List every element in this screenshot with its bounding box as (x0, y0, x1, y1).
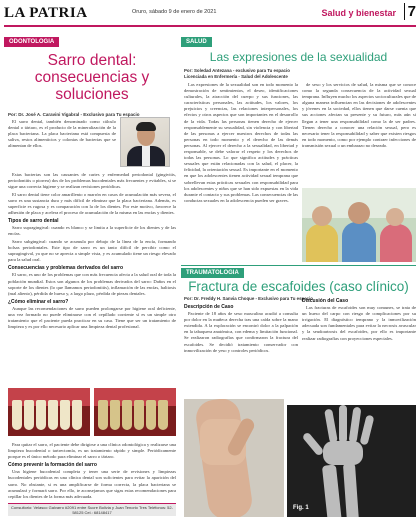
article-body-sarro-end (8, 442, 176, 501)
subheading: Tipos de sarro dental (8, 218, 59, 225)
page-number: 7 (404, 3, 416, 20)
figure-label: Fig. 1 (293, 505, 309, 511)
article-body-sarro (8, 172, 176, 332)
paragraph: El sarro dental, también denominado como cálculo dental o tártaro, es el producto de la mineralización de la placa bacteriana. La placa bacteriana está compuesta de saliva, restos alimenticios y colonias de bacterias que se alimentan de ellos. (8, 119, 116, 149)
header-rule (4, 25, 416, 27)
contact-footnote: Consultorio: Velasco Galvarro #2091 entre Sucre Bolivia y Juan Tenorio Tres Teléfonos: 52-58125 Cel.: 68148417 (8, 503, 176, 516)
page-header (0, 0, 420, 32)
paragraph: Las expresiones de la sexualidad son en todo momento la demostración de sentimientos, el deseo, identificaciones culturales, la atracción del cuerpo y sus funciones, las características personales, las actitudes, los valores, los prejuicios y creencias, las relaciones interpersonales, los efectos y otros aspectos que son importantes en el desarrollo de la vida. Todas las personas tienen derecho de ejercer responsablemente su sexualidad, sin violencia y con libertad de las personas a ejercer nuestros derechos de todas las personas en todo momento y el derecho de las demás personas. Al ejercer el derecho a la sexualidad, en libertad y responsable, se debe valorar el respeto y los derechos de todas las personas. Lo que significa actitudes y prácticas sexuales que están relacionadas con la salud, el placer, la felicidad, la orientación sexual. Es importante en el momento en que los adolescentes tienen actividad sexual temprana que sobrellevan estas prácticas sexuales con responsabilidad para los adolescentes y niños que se han sido expuestas en la vida durante el contacto y sus problemas. Las consecuencias de las conductas sexuales en la adolescencia pueden ser graves. (184, 82, 298, 203)
paragraph: Una higiene bucodental completa y tener una serie de revisiones y limpiezas bucodentales periódicas en una clínica dental son suficientes para evitar la aparición del sarro. No obstante, si es una amplificarse de forma correcta, la placa bacteriana se acumulará y formará sarro. Por ello, te aconsejamos que sigas estas recomendaciones para cepillar los dientes de la forma más adecuada. (8, 469, 176, 499)
subheading: Descripción de Caso (184, 304, 234, 310)
wrist-xray-image (287, 405, 416, 517)
case-description (184, 302, 298, 355)
paragraph: Para quitar el sarro, el paciente debe dirigirse a una clínica odontológica y realizarse una limpieza bucodental o tartrectomía, es un tratamiento rápido y simple. Periódicamente porque es el único método para eliminar el sarro o tártaro. (8, 442, 176, 460)
subheading: ¿Cómo eliminar el sarro? (8, 298, 69, 305)
paragraph: El sarro, es uno de los problemas que con más frecuencia afecta a la salud oral de toda la población mundial. Estos son algunos de los problemas derivados del sarro: Daños en el soporte de los dientes (lo que llamamos periodontitis), inflamación de las encías, halitosis (mal aliento), pérdida de hueso y, a largo plazo, pérdida de piezas dentales. (8, 272, 176, 296)
paragraph: El sarro dental tiene color amarillento o marrón en casos de acumulación más severa, el sarro es una sustancia dura y más difícil de eliminar que la placa bacteriana. Además, es superficie es rugosa y es comparación con la de los dientes. Por este motivo, favorece la adhesión de placa y acelera el proceso de acumulación de la misma en las encías y dientes. (8, 191, 176, 216)
teeth-photo-after (94, 388, 176, 436)
article-title-sexualidad: Las expresiones de la sexualidad (209, 50, 388, 64)
paragraph: Sarro supragingival: cuando es blanco y se limita a la superficie de los dientes y de las encías. (8, 225, 176, 237)
article-column-1 (184, 82, 298, 205)
section-title: Salud y bienestar (321, 8, 396, 18)
author-photo (120, 117, 170, 167)
section-divider (181, 265, 416, 266)
category-tag-salud: SALUD (181, 37, 212, 47)
issue-date: Oruro, sábado 9 de enero de 2021 (132, 9, 217, 15)
wrist-photo (184, 399, 284, 517)
subheading: Consecuencias y problemas derivados del sarro (8, 265, 124, 272)
paragraph: Paciente de 18 años de sexo masculino acudió a consulta por dolor en la muñeca derecha tras una caída sobre la mano extendida. A la exploración se encontró dolor a la palpación en la tabaquera anatómica, con edema y limitación funcional. Se realizaron radiografías que confirmaron la fractura del escafoides. Se decidió tratamiento conservador con inmovilización de yeso y controles periódicos. (184, 311, 298, 353)
article-intro-sarro (8, 119, 116, 151)
article-title-escafoides: Fractura de escafoides (caso clínico) (188, 279, 409, 294)
article-byline-sexualidad: Por: Soledad Antezana - exclusivo para Tu espacio Licenciada en Enfermería - Salud del Adolescente (184, 68, 290, 79)
teenagers-photo (302, 188, 416, 262)
article-column-2 (302, 82, 416, 151)
article-byline-sarro: Por: Dr. José A. Caravini Vigabral - Exclusivo para Tu espacio (8, 112, 140, 117)
article-byline-escafoides: Por: Dr. Freddy H. Sanvia Choque - Exclusivo para Tu espacio (184, 296, 313, 301)
category-tag-odontologia: ODONTOLOGIA (4, 37, 59, 47)
article-title-sarro: Sarro dental: consecuencias y soluciones (34, 52, 150, 103)
paragraph: Sarro subgingival: cuando se acumula por debajo de la línea de la encía, formando bolsas periodontales. Este tipo de sarro es un tanto difícil de percibir como el supragingival, ya que no se aprecia a simple vista, y es acumulado tiene un riesgo elevado para la salud oral. (8, 238, 176, 263)
newspaper-logo: LA PATRIA (4, 5, 88, 21)
paragraph: Las fracturas de escafoides son muy comunes, se trata de un hueso del carpo con riesgo de complicaciones por su irrigación. El diagnóstico temprano y la inmovilización adecuada son fundamentales para evitar la necrosis avascular y la seudoartrosis del escafoides, por ello es importante realizar radiografías con proyecciones especiales. (302, 305, 416, 341)
subheading: Cómo prevenir la formación del sarro (8, 462, 97, 469)
paragraph: Aunque las recomendaciones de sarro pueden prolongarse por higiene oral deficiente, una vez formado no puede eliminarse con el cepillado corriente sí es un simple otro tratamiento que el paciente pueda practicar en su casa. Tiene que ser un tratamiento de limpieza y es por ello necesario aplicar una limpieza dental profesional. (8, 305, 176, 330)
paragraph: Estas bacterias son las causantes de caries y enfermedad periodontal (gingivitis, periodontitis o piorrea) dos de los problemas bucodentales más frecuentes y evitables, si se sigue una correcta higiene y se realizan revisiones periódicas. (8, 172, 176, 190)
category-tag-traumatologia: TRAUMATOLOGIA (181, 268, 244, 278)
subheading: Discusión del Caso (302, 298, 349, 304)
case-discussion (302, 296, 416, 343)
paragraph: de sexo y los servicios de salud, la misma que se conoce como la segunda consecuencia de la actividad sexual temprana. Influyen mucho los aspectos socioculturales que de alguna manera influencian en las decisiones de adolescentes y jóvenes en la sociedad, ellos tienen que darse cuenta que sus acciones afectan su presente y su futuro, más aún si llegan a tener una responsabilidad como la de ser padres. Tienen derecho a conocer una relación sexual, pero es necesario tener la responsabilidad y saber que existen riesgos en todo momento, como por ejemplo contraer infecciones de transmisión sexual o un embarazo no deseado. (302, 82, 416, 148)
teeth-photo-before (8, 388, 90, 436)
